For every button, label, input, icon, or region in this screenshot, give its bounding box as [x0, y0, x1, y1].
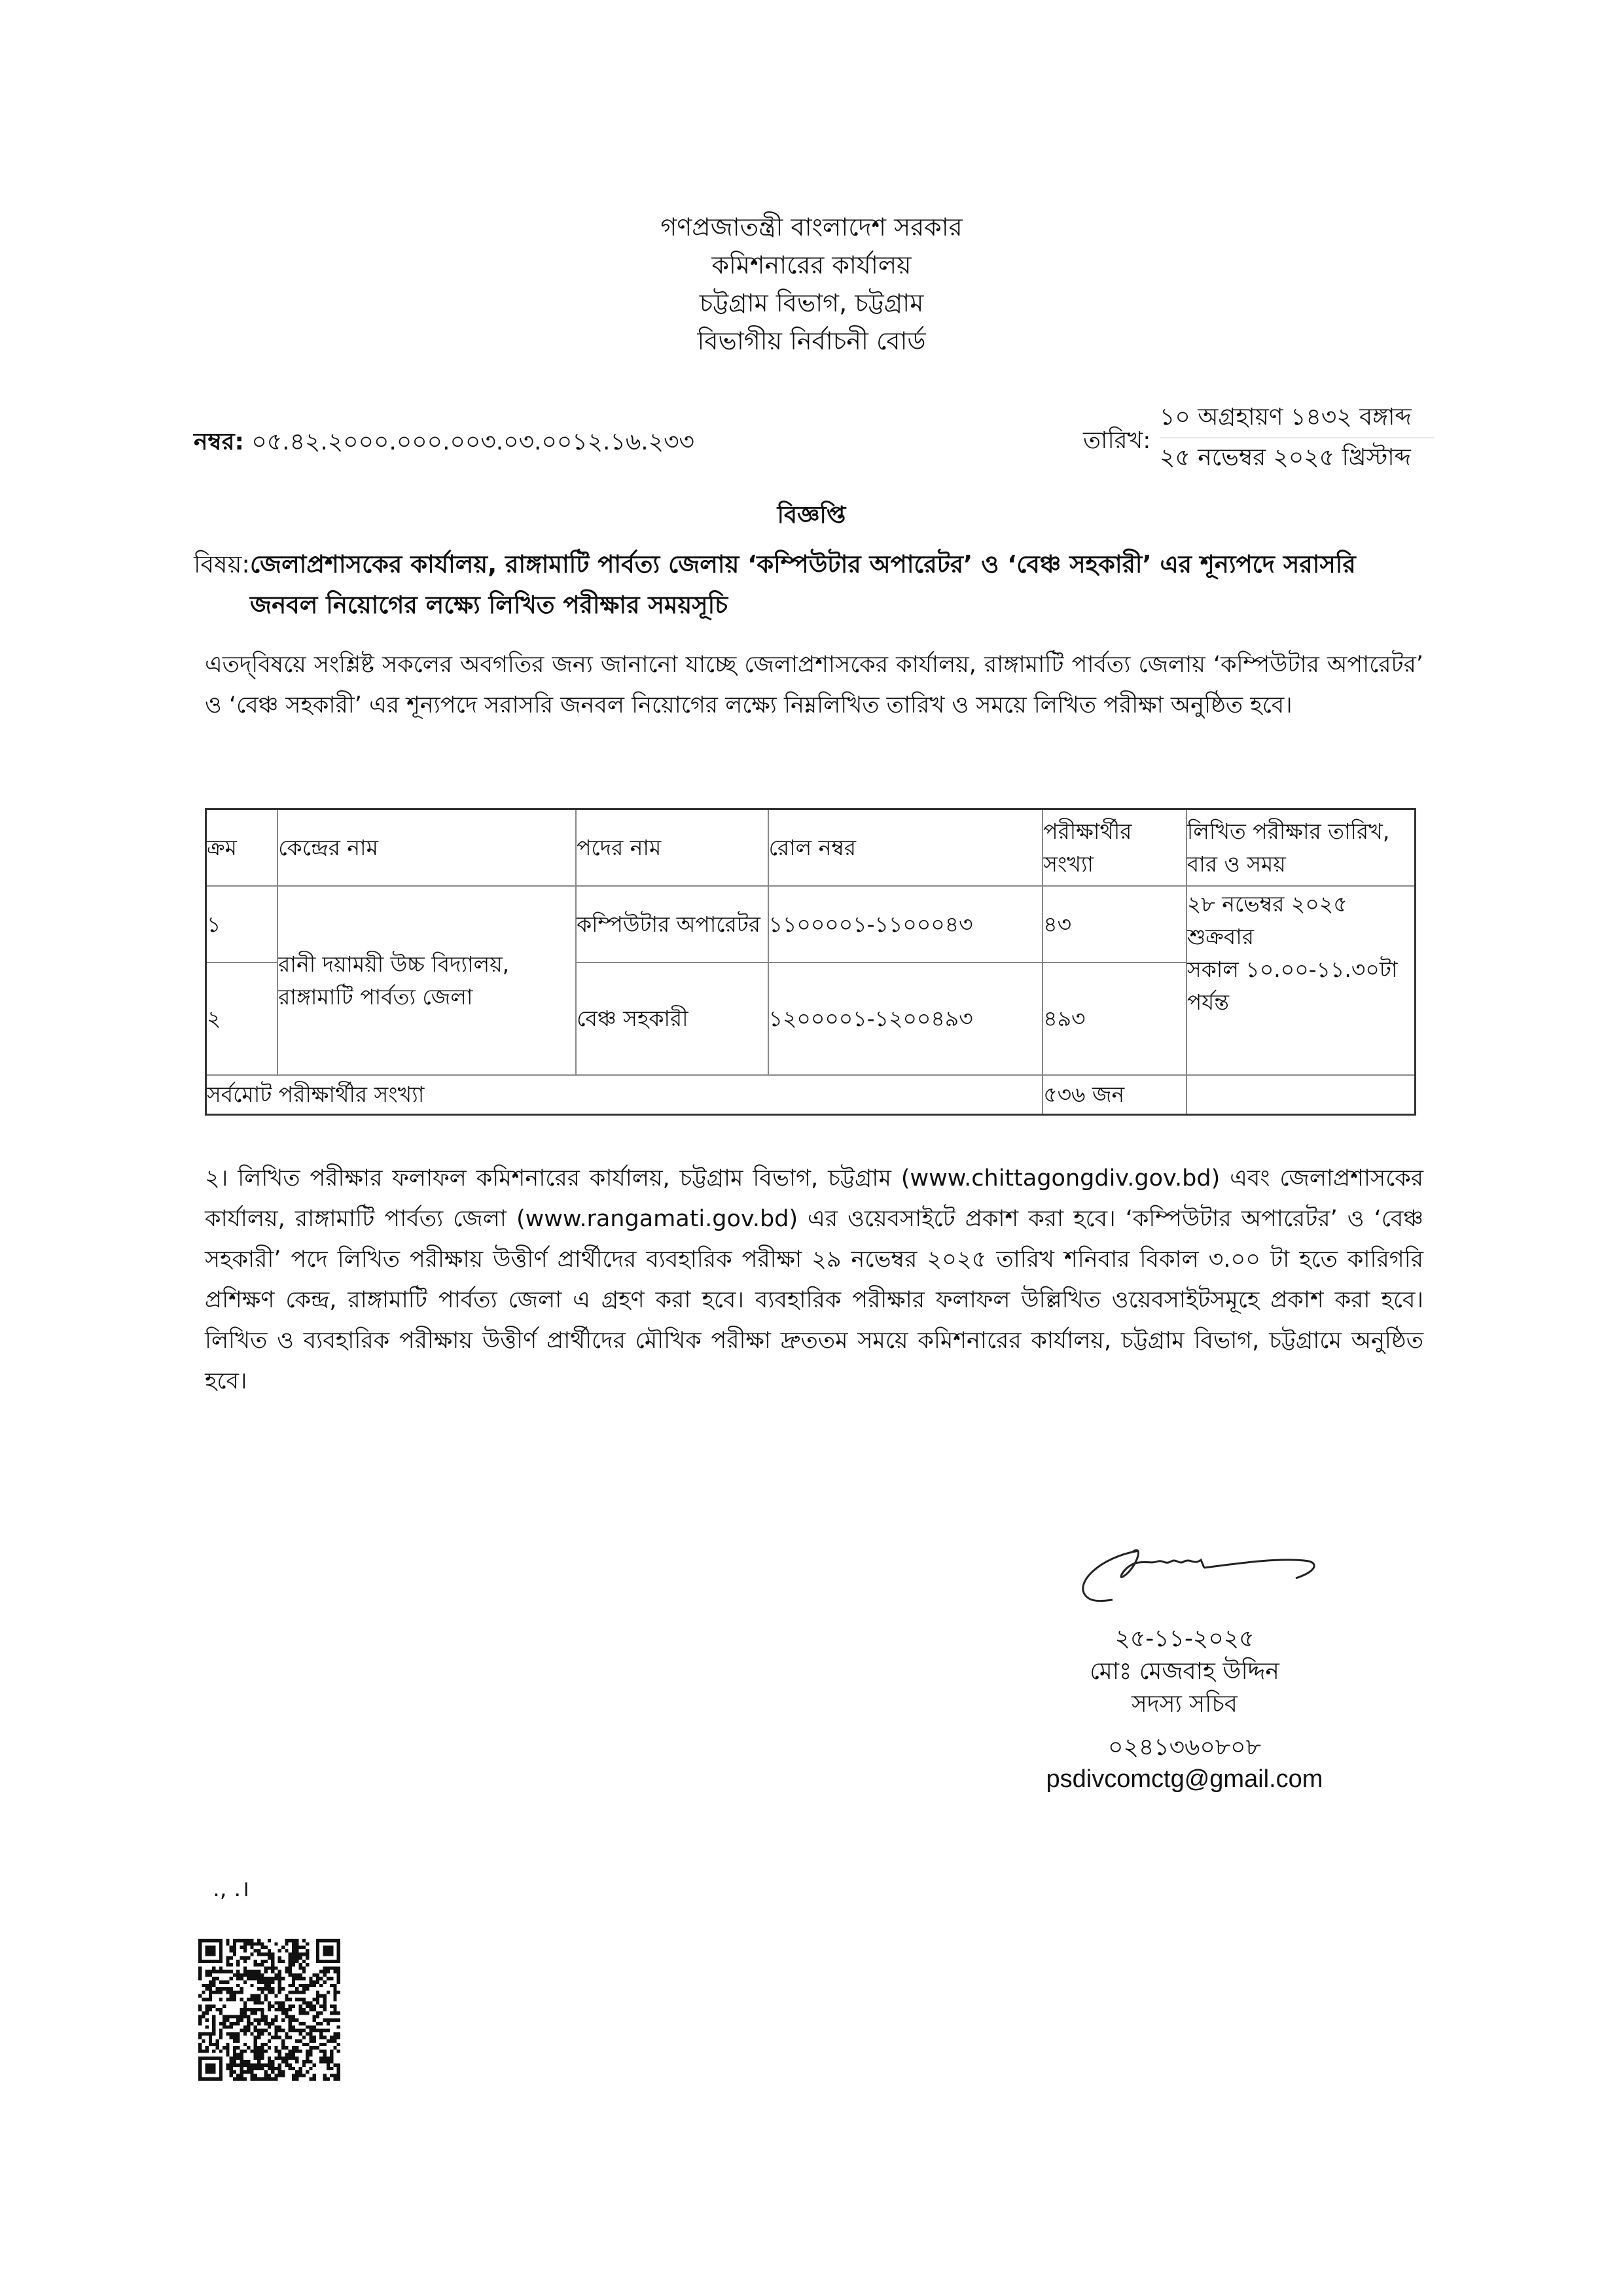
- date-block: [1160, 398, 1435, 478]
- results-paragraph: ২। লিখিত পরীক্ষার ফলাফল কমিশনারের কার্যালয়, চট্টগ্রাম বিভাগ, চট্টগ্রাম (www.chittagongdiv.gov.bd) এবং জেলাপ্রশাসকের কার্যালয়, রাঙ্গামাটি পার্বত্য জেলা (www.rangamati.gov.bd) এর ওয়েবসাইটে প্রকাশ করা হবে। ‘কম্পিউটার অপারেটর’ ও ‘বেঞ্চ সহকারী’ পদে লিখিত পরীক্ষায় উত্তীর্ণ প্রার্থীদের ব্যবহারিক পরীক্ষা ২৯ নভেম্বর ২০২৫ তারিখ শনিবার বিকাল ৩.০০ টা হতে কারিগরি প্রশিক্ষণ কেন্দ্র, রাঙ্গামাটি পার্বত্য জেলা এ গ্রহণ করা হবে। ব্যবহারিক পরীক্ষার ফলাফল উল্লিখিত ওয়েবসাইটসমূহে প্রকাশ করা হবে। লিখিত ও ব্যবহারিক পরীক্ষায় উত্তীর্ণ প্রার্থীদের মৌখিক পরীক্ষা দ্রুততম সময়ে কমিশনারের কার্যালয়, চট্টগ্রাম বিভাগ, চট্টগ্রামে অনুষ্ঠিত হবে।: [205, 1165, 1423, 1394]
- signatory-name: মোঃ মেজবাহ উদ্দিন: [1090, 1658, 1279, 1685]
- header-roll-number: রোল নম্বর: [768, 809, 1043, 887]
- date-bangla: ১০ অগ্রহায়ণ ১৪৩২ বঙ্গাব্দ: [1160, 398, 1435, 438]
- cell-serial: ১: [206, 886, 278, 963]
- memo-number-value: ০৫.৪২.২০০০.০০০.০০৩.০৩.০০১২.১৬.২৩৩: [251, 429, 694, 455]
- table-header-row: [206, 809, 1416, 887]
- header-candidate-count: পরীক্ষার্থীর সংখ্যা: [1043, 809, 1186, 887]
- cell-serial: ২: [206, 963, 278, 1075]
- header-line-board: বিভাগীয় নির্বাচনী বোর্ড: [697, 327, 926, 355]
- header-line-office: কমিশনারের কার্যালয়: [711, 251, 912, 279]
- total-empty: [1186, 1075, 1416, 1115]
- signatory-phone: ০২৪১৩৬০৮০৮: [1108, 1734, 1261, 1761]
- qr-modules: [198, 1939, 340, 2081]
- cell-count: ৪৯৩: [1043, 963, 1186, 1075]
- notice-title: বিজ্ঞপ্তি: [777, 502, 846, 529]
- signature-icon: [1060, 1531, 1335, 1610]
- header-serial: ক্রম: [206, 809, 278, 887]
- memo-number-label: নম্বর:: [194, 429, 244, 455]
- cell-roll: ১১০০০০১-১১০০০৪৩: [768, 886, 1043, 963]
- header-line-government: গণপ্রজাতন্ত্রী বাংলাদেশ সরকার: [660, 213, 963, 241]
- header-post-name: পদের নাম: [576, 809, 768, 887]
- signature-date: ২৫-১১-২০২৫: [1115, 1625, 1255, 1652]
- subject-line-1: জেলাপ্রশাসকের কার্যালয়, রাঙ্গামাটি পার্বত্য জেলায় ‘কম্পিউটার অপারেটর’ ও ‘বেঞ্চ সহকারী’ এর শূন্যপদে সরাসরি: [250, 550, 1356, 578]
- schedule-time: সকাল ১০.০০-১১.৩০টা পর্যন্ত: [1186, 957, 1398, 1015]
- cell-schedule: [1186, 886, 1416, 1075]
- signatory-block: [1001, 1623, 1368, 1764]
- cell-center-name: রানী দয়াময়ী উচ্চ বিদ্যালয়, রাঙ্গামাটি পার্বত্য জেলা: [277, 886, 576, 1075]
- header-exam-schedule: লিখিত পরীক্ষার তারিখ, বার ও সময়: [1186, 809, 1416, 887]
- office-header: [0, 208, 1623, 360]
- header-center-name: কেন্দ্রের নাম: [277, 809, 576, 887]
- schedule-date: ২৮ নভেম্বর ২০২৫ শুক্রবার: [1186, 891, 1347, 949]
- cell-roll: ১২০০০০১-১২০০৪৯৩: [768, 963, 1043, 1075]
- subject-line-2: জনবল নিয়োগের লক্ষ্যে লিখিত পরীক্ষার সময়সূচি: [250, 591, 728, 619]
- table-total-row: [206, 1075, 1416, 1115]
- total-label: সর্বমোট পরীক্ষার্থীর সংখ্যা: [206, 1075, 1043, 1115]
- total-value: ৫৩৬ জন: [1043, 1075, 1186, 1115]
- cell-post: কম্পিউটার অপারেটর: [576, 886, 768, 963]
- memo-number: [194, 424, 694, 463]
- signatory-designation: সদস্য সচিব: [1132, 1691, 1238, 1718]
- intro-paragraph: এতদ্‌বিষয়ে সংশ্লিষ্ট সকলের অবগতির জন্য জানানো যাচ্ছে জেলাপ্রশাসকের কার্যালয়, রাঙ্গামাটি পার্বত্য জেলায় ‘কম্পিউটার অপারেটর’ ও ‘বেঞ্চ সহকারী’ এর শূন্যপদে সরাসরি জনবল নিয়োগের লক্ষ্যে নিম্নলিখিত তারিখ ও সময়ে লিখিত পরীক্ষা অনুষ্ঠিত হবে।: [205, 652, 1423, 718]
- cell-post: বেঞ্চ সহকারী: [576, 963, 768, 1075]
- subject-label: বিষয়:: [194, 550, 250, 578]
- signatory-email[interactable]: psdivcomctg@gmail.com: [1046, 1765, 1323, 1793]
- table-row: [206, 886, 1416, 963]
- qr-code-icon: [198, 1939, 340, 2081]
- date-label: তারিখ:: [1083, 427, 1151, 454]
- footer-marks: ., .।: [213, 1876, 250, 1902]
- exam-schedule-table: [205, 808, 1416, 1116]
- date-gregorian: ২৫ নভেম্বর ২০২৫ খ্রিস্টাব্দ: [1160, 444, 1411, 471]
- cell-count: ৪৩: [1043, 886, 1186, 963]
- header-line-division: চট্টগ্রাম বিভাগ, চট্টগ্রাম: [699, 289, 924, 317]
